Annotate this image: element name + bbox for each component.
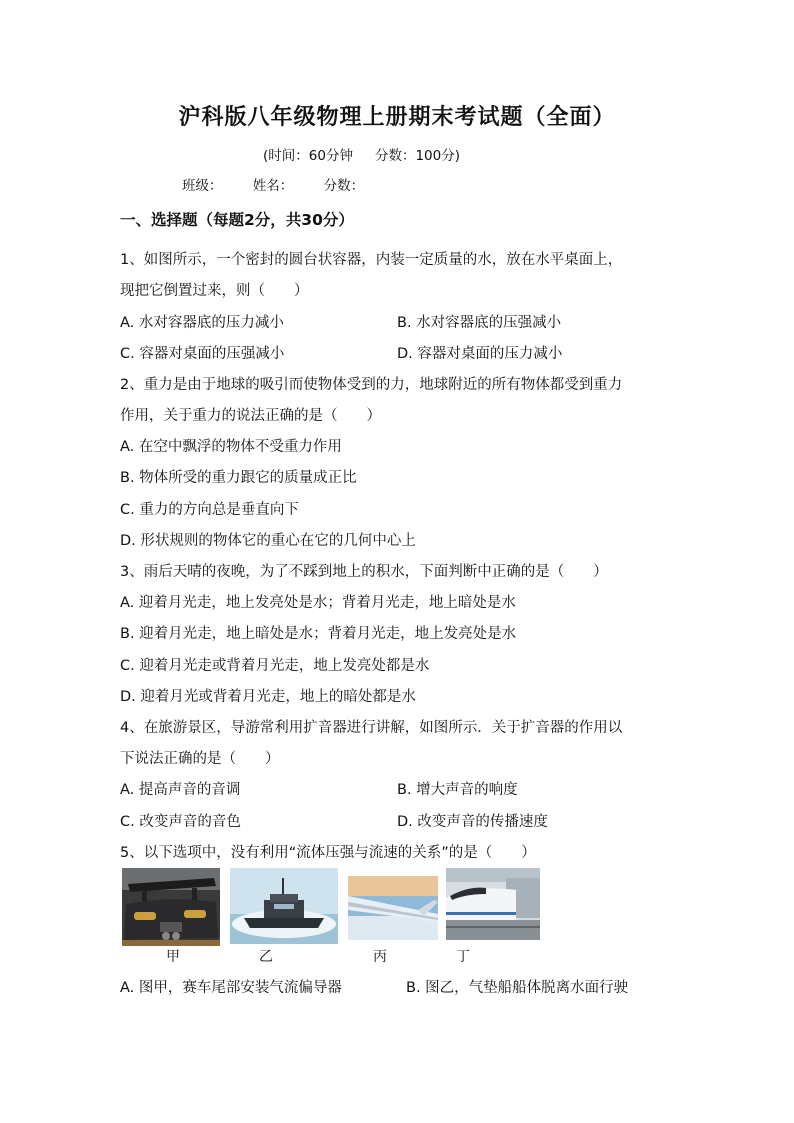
figure-caption-yi: 乙	[259, 949, 273, 965]
question-5-option-b: B. 图乙，气垫船船体脱离水面行驶	[406, 980, 629, 996]
question-1-stem-cont: 现把它倒置过来，则（ ）	[120, 283, 309, 299]
question-3-option-c: C. 迎着月光走或背着月光走，地上发亮处都是水	[120, 658, 430, 674]
question-4-option-c: C. 改变声音的音色	[120, 814, 241, 830]
question-1-option-d: D. 容器对桌面的压力减小	[397, 346, 563, 362]
name-label: 姓名：	[252, 178, 294, 194]
figure-caption-ding: 丁	[456, 949, 470, 965]
question-1-option-a: A. 水对容器底的压力减小	[120, 315, 284, 331]
question-5-option-a: A. 图甲，赛车尾部安装气流偏导器	[120, 980, 342, 996]
question-4-option-d: D. 改变声音的传播速度	[397, 814, 548, 830]
question-3-option-d: D. 迎着月光或背着月光走，地上的暗处都是水	[120, 689, 416, 705]
page-title: 沪科版八年级物理上册期末考试题（全面）	[178, 104, 616, 130]
exam-score: 分数：100分)	[374, 148, 460, 164]
question-3-option-a: A. 迎着月光走，地上发亮处是水；背着月光走，地上暗处是水	[120, 595, 516, 611]
question-4-stem-cont: 下说法正确的是（ ）	[120, 751, 280, 767]
question-1-option-c: C. 容器对桌面的压强减小	[120, 346, 285, 362]
high-speed-train-image	[446, 868, 540, 940]
exam-time: (时间：60分钟	[263, 148, 353, 164]
question-3-option-b: B. 迎着月光走，地上暗处是水；背着月光走，地上发亮处是水	[120, 626, 517, 642]
question-4-option-b: B. 增大声音的响度	[397, 782, 518, 798]
question-2-stem: 2、重力是由于地球的吸引而使物体受到的力，地球附近的所有物体都受到重力	[120, 377, 623, 393]
question-1-option-b: B. 水对容器底的压强减小	[397, 315, 562, 331]
question-2-option-c: C. 重力的方向总是垂直向下	[120, 502, 299, 518]
race-car-image	[122, 868, 220, 946]
airplane-wing-image	[348, 876, 438, 940]
question-3-stem: 3、雨后天晴的夜晚，为了不踩到地上的积水，下面判断中正确的是（ ）	[120, 564, 608, 580]
question-5-stem: 5、以下选项中，没有利用“流体压强与流速的关系”的是（ ）	[120, 845, 536, 861]
question-2-option-a: A. 在空中飘浮的物体不受重力作用	[120, 439, 342, 455]
student-info-line	[182, 174, 390, 194]
question-4-option-a: A. 提高声音的音调	[120, 782, 241, 798]
section-heading: 一、选择题（每题2分，共30分）	[120, 211, 354, 229]
question-1-stem: 1、如图所示，一个密封的圆台状容器，内装一定质量的水，放在水平桌面上，	[120, 252, 623, 268]
score-label: 分数：	[323, 178, 365, 194]
question-4-stem: 4、在旅游景区，导游常利用扩音器进行讲解，如图所示．关于扩音器的作用以	[120, 720, 623, 736]
question-2-stem-cont: 作用，关于重力的说法正确的是（ ）	[120, 408, 381, 424]
exam-info	[263, 144, 482, 164]
class-label: 班级：	[182, 178, 223, 194]
question-2-option-b: B. 物体所受的重力跟它的质量成正比	[120, 470, 357, 486]
figure-caption-jia: 甲	[166, 949, 180, 965]
figure-caption-bing: 丙	[373, 949, 387, 965]
hovercraft-image	[230, 868, 338, 944]
question-5-figures	[120, 868, 550, 948]
question-2-option-d: D. 形状规则的物体它的重心在它的几何中心上	[120, 533, 416, 549]
